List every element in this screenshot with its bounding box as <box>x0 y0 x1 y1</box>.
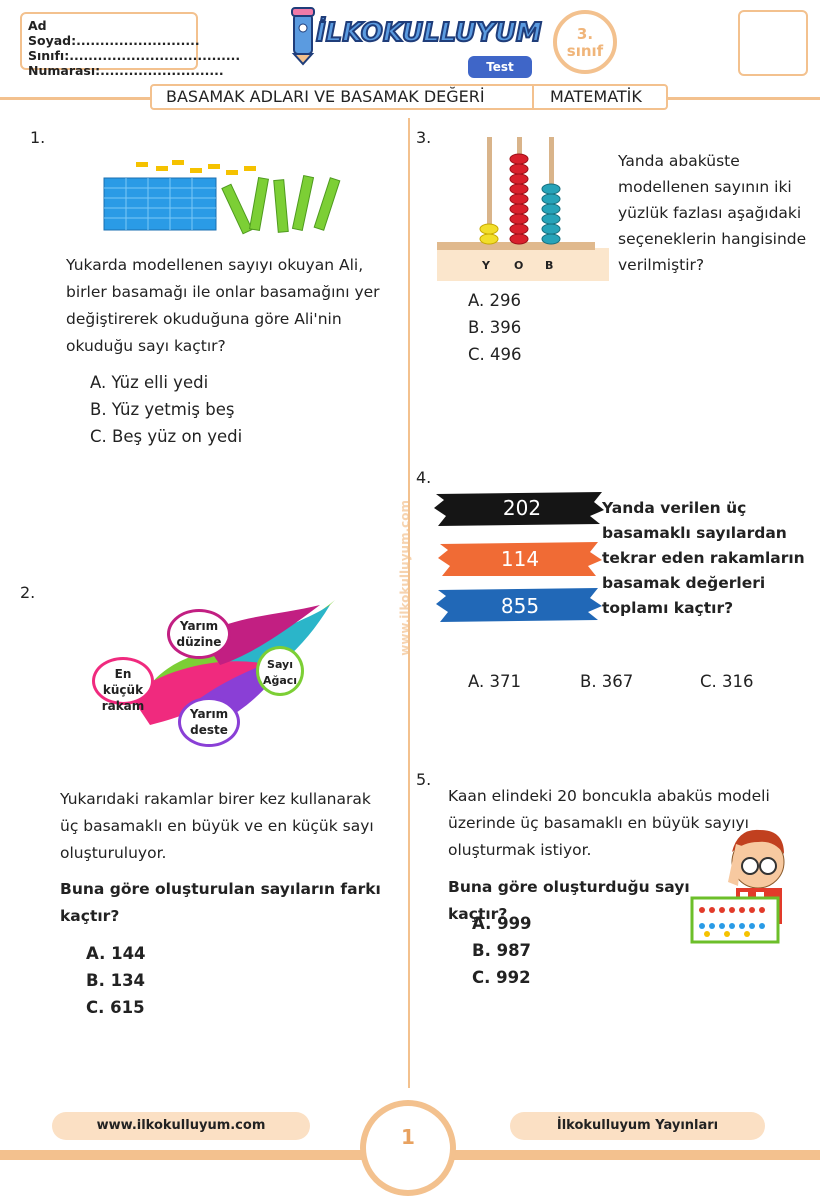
abacus-label-y: Y <box>482 259 490 272</box>
question-1-text <box>66 252 396 360</box>
option-b[interactable]: B. 396 <box>468 318 522 337</box>
question-3-text <box>618 148 818 278</box>
question-2-line: oluşturuluyor. <box>60 844 167 862</box>
question-4-prompt <box>602 496 817 621</box>
logo-text: İLKOKULLUYUM <box>316 18 542 48</box>
question-1-options <box>90 369 242 450</box>
bubble-smallest-digit: En küçük rakam <box>92 657 154 705</box>
option-a[interactable]: A. 144 <box>86 944 146 963</box>
question-1-line: Yukarda modellenen sayıyı okuyan Ali, <box>66 256 364 274</box>
option-b[interactable]: B. 134 <box>86 971 146 990</box>
question-4-line: basamaklı sayılardan <box>602 524 787 542</box>
question-2-prompt-line: kaçtır? <box>60 907 120 925</box>
option-a[interactable]: A. Yüz elli yedi <box>90 373 209 392</box>
option-b[interactable]: B. 987 <box>472 941 532 960</box>
question-4-line: basamak değerleri <box>602 574 766 592</box>
number-114: 114 <box>500 547 540 571</box>
question-2-line: Yukarıdaki rakamlar birer kez kullanarak <box>60 790 371 808</box>
question-2-options <box>86 940 146 1021</box>
subject-title: MATEMATİK <box>550 87 642 106</box>
option-c[interactable]: C. 992 <box>472 968 531 987</box>
question-2-prompt-line: Buna göre oluşturulan sayıların farkı <box>60 880 381 898</box>
base-ten-blocks-image <box>100 156 350 236</box>
question-5-options <box>472 910 532 991</box>
question-4-line: toplamı kaçtır? <box>602 599 734 617</box>
question-2-number: 2. <box>20 583 36 602</box>
page-number: 1 <box>360 1100 456 1196</box>
number-202: 202 <box>502 496 542 520</box>
number-line: Numarası:.......................... <box>28 63 224 78</box>
question-4-option-b[interactable]: B. 367 <box>580 672 634 691</box>
question-3-line: verilmiştir? <box>618 256 705 274</box>
question-5-line: oluşturmak istiyor. <box>448 841 592 859</box>
question-4-option-a[interactable]: A. 371 <box>468 672 521 691</box>
question-2-line: üç basamaklı en büyük ve en küçük sayı <box>60 817 374 835</box>
question-1-line: değiştirerek okuduğuna göre Ali'nin <box>66 310 342 328</box>
question-3-number: 3. <box>416 128 432 147</box>
page-title: BASAMAK ADLARI VE BASAMAK DEĞERİ <box>166 87 485 106</box>
option-b[interactable]: B. Yüz yetmiş beş <box>90 400 235 419</box>
boy-with-abacus-image <box>688 822 800 946</box>
option-a[interactable]: A. 999 <box>472 914 532 933</box>
question-1-line: birler basamağı ile onlar basamağını yer <box>66 283 380 301</box>
option-c[interactable]: C. 615 <box>86 998 145 1017</box>
bubble-half-dozen: Yarım düzine <box>167 609 231 659</box>
watermark: www.ilkokulluyum.com <box>398 500 412 656</box>
question-5-line: üzerinde üç basamaklı en büyük sayıyı <box>448 814 749 832</box>
student-info-box <box>20 12 241 78</box>
question-3-line: seçeneklerin hangisinde <box>618 230 807 248</box>
question-4-line: tekrar eden rakamların <box>602 549 805 567</box>
title-bar <box>150 84 668 110</box>
question-3-line: Yanda abaküste <box>618 152 740 170</box>
question-3-line: yüzlük fazlası aşağıdaki <box>618 204 802 222</box>
abacus-label-b: B <box>545 259 554 272</box>
question-5-number: 5. <box>416 770 432 789</box>
question-1-line: okuduğu sayı kaçtır? <box>66 337 226 355</box>
grade-badge <box>553 10 617 74</box>
name-line: Ad Soyad:.......................... <box>28 18 200 48</box>
question-4-option-c[interactable]: C. 316 <box>700 672 754 691</box>
question-2-prompt <box>60 876 400 930</box>
score-box <box>738 10 808 76</box>
grade-word: sınıf <box>566 42 604 60</box>
option-c[interactable]: C. 496 <box>468 345 522 364</box>
footer-website[interactable]: www.ilkokulluyum.com <box>52 1112 310 1140</box>
question-4-line: Yanda verilen üç <box>602 499 747 517</box>
question-5-line: Kaan elindeki 20 boncukla abaküs modeli <box>448 787 770 805</box>
question-5-prompt: Buna göre oluşturduğu sayı kaçtır? <box>448 878 690 923</box>
bubble-half-ten: Yarım deste <box>178 697 240 747</box>
number-855: 855 <box>500 594 540 618</box>
question-3-line: modellenen sayının iki <box>618 178 792 196</box>
title-separator <box>532 86 534 108</box>
bubble-number-tree: Sayı Ağacı <box>256 646 304 696</box>
question-3-options <box>468 287 522 368</box>
option-c[interactable]: C. Beş yüz on yedi <box>90 427 243 446</box>
question-1-number: 1. <box>30 128 46 147</box>
option-a[interactable]: A. 296 <box>468 291 521 310</box>
logo <box>282 4 542 84</box>
class-line: Sınıfı:.................................... <box>28 48 241 63</box>
grade-number: 3. <box>576 25 594 43</box>
question-2-text <box>60 786 400 867</box>
abacus-label-o: O <box>514 259 524 272</box>
question-4-number: 4. <box>416 468 432 487</box>
footer-publisher: İlkokulluyum Yayınları <box>510 1112 765 1140</box>
test-label: Test <box>468 56 532 78</box>
